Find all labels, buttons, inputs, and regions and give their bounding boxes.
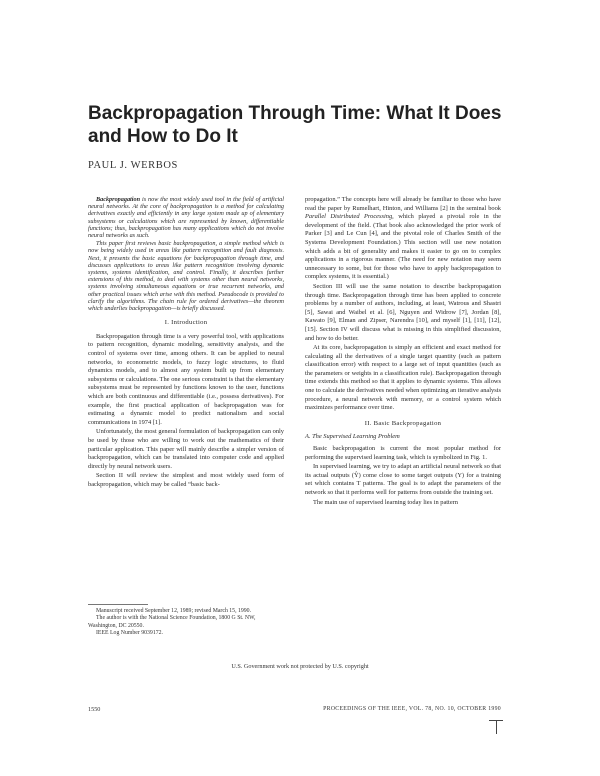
right-paragraph-1 bbox=[305, 196, 501, 282]
paper-title: Backpropagation Through Time: What It Does and How to Do It bbox=[88, 103, 502, 147]
footnote bbox=[88, 608, 284, 638]
book-title: Parallel Distributed Processing, bbox=[305, 213, 394, 221]
footnote-manuscript: Manuscript received September 12, 1989; revised March 15, 1990. bbox=[96, 608, 252, 614]
section-heading-introduction: I. Introduction bbox=[164, 319, 208, 327]
intro-paragraph-2: Unfortunately, the most general formulation of backpropagation can only be used by those who are willing to work out the mathematics of their particular application. This paper will mainly describe a simpler version of backpropagation, which can be translated into computer code and applied directly by neural network users. bbox=[88, 428, 284, 470]
abstract-paragraph-2: This paper first reviews basic backpropagation, a simple method which is now being widely used in areas like pattern recognition and fault diagnosis. Next, it presents the basic equations for backpropagation through time, and discusses applications to areas like pattern recognition involving dynamic systems, systems identification, and control. Finally, it describes further extensions of this method, to deal with systems other than neural networks, systems involving simultaneous equations or true recurrent networks, and other practical issues which arise with this method. Pseudocode is provided to clarify the algorithms. The chain rule for ordered derivatives—the theorem which underlies backpropagation—is briefly discussed. bbox=[88, 240, 284, 313]
copyright-notice: U.S. Government work not protected by U.S. copyright bbox=[231, 663, 369, 670]
crop-mark bbox=[489, 720, 503, 734]
right-paragraph-2: Section III will use the same notation to describe backpropagation through time. Backpropagation through time has been applied to concrete problems by a number of authors, including, at least, Watrous and Shastri [5], Sawai and Waibel et al. [6], Nguyen and Widrow [7], Jordan [8], Kawato [9], Elman and Zipser, Narendra [10], and myself [1], [11], [12], [15]. Section IV will discuss what is missing in this simplified discussion, and how to do better. bbox=[305, 282, 501, 342]
right-paragraph-5: In supervised learning, we try to adapt an artificial neural network so that its actual outputs (Ŷ) come close to some target outputs (Y) for a training set which contains T patterns. The goal is to adapt the parameters of the network so that it performs well for patterns from outside the training set. bbox=[305, 463, 501, 496]
footnote-affiliation: The author is with the National Science Foundation, 1800 G St. NW, Washington, DC 20550. bbox=[88, 615, 256, 629]
right-column bbox=[305, 196, 501, 508]
left-column bbox=[88, 196, 284, 491]
right-paragraph-1-end: which played a pivotal role in the development of the field. (That book also acknowledged the prior work of Parker [3] and Le Cun [4], and the pivotal role of Charles Smith of the Systems Development Foundation.) This section will use new notation which adds a bit of generality and makes it easier to go on to complex applications in a rigorous manner. (The need for new notation may seem unnecessary to some, but for those who have to apply backpropagation to complex systems, it is essential.) bbox=[305, 213, 501, 281]
intro-paragraph-1: Backpropagation through time is a very powerful tool, with applications to pattern recognition, dynamic modeling, sensitivity analysis, and the control of systems over time, among others. It can be applied to neural networks, to econometric models, to fuzzy logic structures, to fluid dynamics models, and to almost any system built up from elementary subsystems or calculations. The one serious constraint is that the elementary subsystems must be represented by functions known to the user, functions which are both continuous and differentiable (i.e., possess derivatives). For example, the first practical application of backpropagation was for estimating a dynamic model to predict nationalism and social communications in 1974 [1]. bbox=[88, 332, 284, 426]
right-paragraph-4: Basic backpropagation is current the most popular method for performing the supervised learning task, which is symbolized in Fig. 1. bbox=[305, 445, 501, 461]
right-paragraph-1-start: propagation.” The concepts here will already be familiar to those who have read the paper by Rumelhart, Hinton, and Williams [2] in the seminal book bbox=[305, 196, 501, 212]
right-paragraph-6: The main use of supervised learning today lies in pattern bbox=[313, 498, 458, 506]
abstract-paragraph-1: is now the most widely used tool in the field of artificial neural networks. At the core of backpropagation is a method for calculating derivatives exactly and efficiently in any large system made up of elementary subsystems or calculations which are represented by known, differentiable functions; thus, backpropagation has many applications which do not involve neural networks as such. bbox=[88, 196, 285, 240]
author-name: PAUL J. WERBOS bbox=[88, 160, 178, 171]
section-heading-basic-backpropagation: II. Basic Backpropagation bbox=[364, 419, 442, 427]
right-paragraph-3: At its core, backpropagation is simply an efficient and exact method for calculating all the derivatives of a single target quantity (such as pattern classification error) with respect to a large set of input quantities (such as the parameters or weights in a classification rule). Backpropagation through time extends this method so that it applies to dynamic systems. This allows one to calculate the derivatives needed when optimizing an iterative analysis procedure, a neural network with memory, or a control system which maximizes performance over time. bbox=[305, 344, 501, 412]
abstract bbox=[88, 196, 284, 312]
footnote-log-number: IEEE Log Number 9039172. bbox=[96, 630, 163, 637]
abstract-lead: Backpropagation bbox=[96, 196, 141, 203]
intro-paragraph-3: Section II will review the simplest and most widely used form of backpropagation, which may be called “basic back- bbox=[88, 472, 284, 488]
journal-citation: PROCEEDINGS OF THE IEEE, VOL. 78, NO. 10, OCTOBER 1990 bbox=[323, 706, 501, 712]
page-number: 1550 bbox=[88, 706, 101, 713]
footnote-rule bbox=[88, 604, 148, 605]
subsection-heading-supervised-learning: A. The Supervised Learning Problem bbox=[305, 433, 400, 441]
